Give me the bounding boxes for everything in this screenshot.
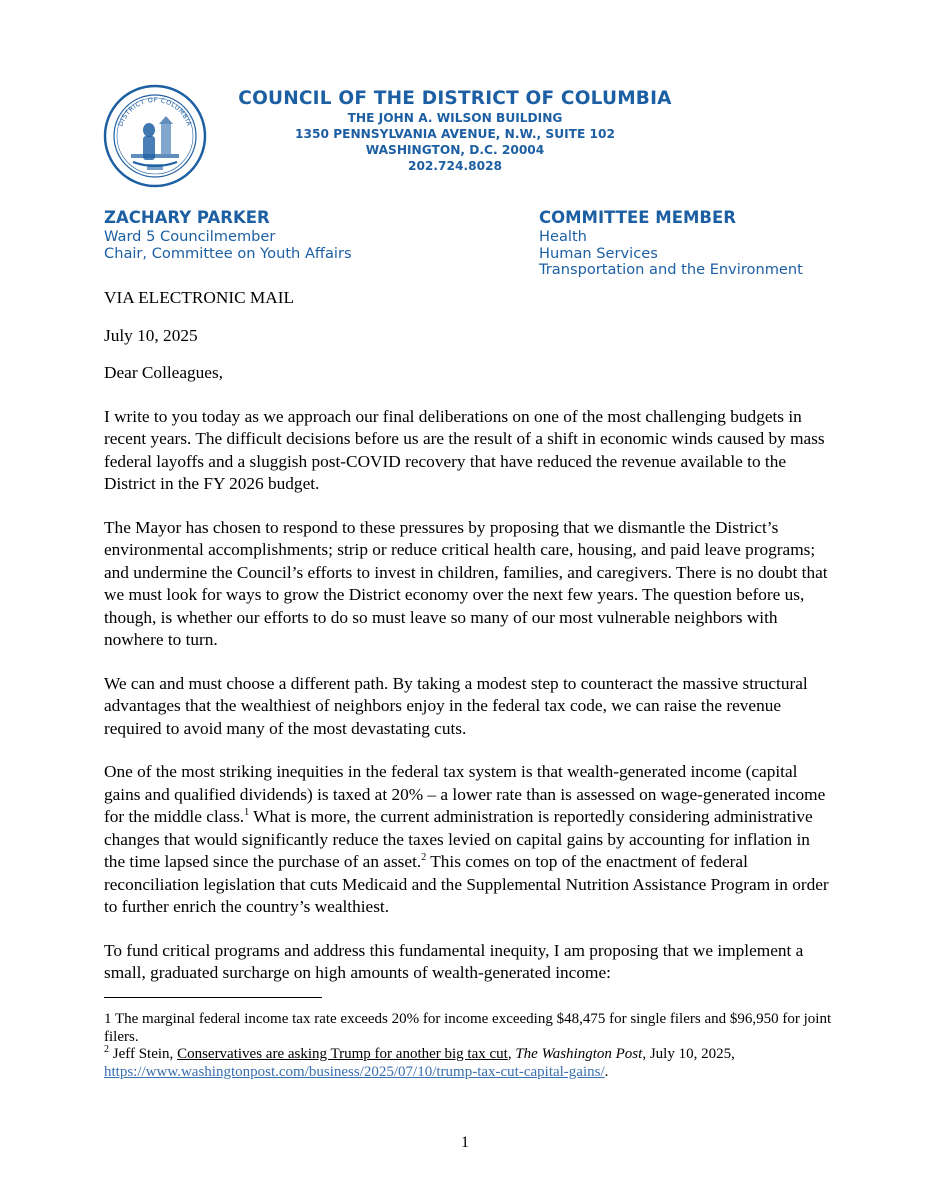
paragraph-1: I write to you today as we approach our final deliberations on one of the most challenging budgets in recent years. The difficult decisions before us are the result of a shift in economic winds caused by mass federal layoffs and a sluggish post-COVID recovery that have reduced the revenue available to the District in the FY 2026 budget. — [104, 406, 825, 493]
paragraph-2: The Mayor has chosen to respond to these pressures by proposing that we dismantle the District’s environmental accomplishments; strip or reduce critical health care, housing, and paid leave programs; and undermine the Council’s efforts to invest in children, families, and caregivers. There is no doubt that we must look for ways to grow the District economy over the next few years. The question before us, though, is whether our efforts to do so must leave so many of our most vulnerable neighbors with nowhere to turn. — [104, 517, 828, 649]
footnote-2-separator: , — [507, 1046, 516, 1062]
committee-block — [539, 207, 803, 279]
footnote-2-publication: The Washington Post — [515, 1046, 643, 1062]
paragraph-4-part-a: One of the most striking inequities in the federal tax system is that wealth-generated income (capital gains and qualified dividends) is taxed at 20% – a lower rate than is assessed on wage-generated income for the middle class. — [104, 762, 826, 826]
footnotes — [104, 1011, 834, 1081]
paragraph-3: We can and must choose a different path. By taking a modest step to counteract the massive structural advantages that the wealthiest of neighbors enjoy in the federal tax code, we can raise the revenue required to avoid many of the most devastating cuts. — [104, 673, 808, 738]
paragraph-4 — [104, 761, 834, 919]
sender-chair-title: Chair, Committee on Youth Affairs — [104, 244, 352, 262]
committee-item: Human Services — [539, 244, 658, 262]
delivery-method: VIA ELECTRONIC MAIL — [104, 288, 295, 307]
footnote-2-end: . — [604, 1063, 609, 1080]
footnote-ref-2[interactable]: 2 — [421, 852, 427, 864]
footnote-2-number: 2 — [104, 1044, 109, 1055]
letter-body — [104, 287, 834, 985]
sender-title: Ward 5 Councilmember — [104, 228, 276, 245]
council-name: COUNCIL OF THE DISTRICT OF COLUMBIA — [238, 88, 672, 109]
paragraph-4-part-b: What is more, the current administration is reportedly considering administrative changes that would significantly reduce the taxes levied on capital gains by accounting for inflation in the time lapsed since the purchase of an asset. — [104, 807, 813, 871]
letter-date: July 10, 2025 — [104, 325, 198, 345]
building-name: THE JOHN A. WILSON BUILDING — [347, 111, 563, 125]
footnote-1 — [104, 1011, 834, 1046]
salutation: Dear Colleagues, — [104, 363, 224, 382]
footnote-ref-1[interactable]: 1 — [244, 807, 250, 819]
page-number: 1 — [461, 1134, 469, 1151]
footnote-1-number: 1 — [104, 1011, 112, 1027]
street-address: 1350 PENNSYLVANIA AVENUE, N.W., SUITE 102 — [295, 127, 615, 141]
district-seal — [103, 84, 207, 188]
footnote-2-date: , July 10, 2025, — [642, 1046, 735, 1062]
sender-name: ZACHARY PARKER — [104, 208, 270, 227]
phone-number: 202.724.8028 — [407, 159, 503, 173]
footnote-2-article-title: Conservatives are asking Trump for another big tax cut — [177, 1046, 508, 1062]
seal-text: DISTRICT OF COLUMBIA — [116, 95, 194, 128]
paragraph-4-part-c: This comes on top of the enactment of federal reconciliation legislation that cuts Medicaid and the Supplemental Nutrition Assistance Program in order to further enrich the country’s wealthiest. — [104, 852, 829, 916]
committee-heading: COMMITTEE MEMBER — [539, 208, 736, 227]
footnote-2-author: Jeff Stein, — [109, 1046, 178, 1062]
letterhead-organization — [215, 88, 695, 174]
footnote-1-text: The marginal federal income tax rate exceeds 20% for income exceeding $48,475 for single filers and $96,950 for joint filers. — [104, 1011, 832, 1045]
committee-item: Health — [539, 228, 587, 245]
city-address: WASHINGTON, D.C. 20004 — [365, 143, 545, 157]
footnote-2 — [104, 1046, 834, 1081]
committee-item: Transportation and the Environment — [539, 261, 803, 278]
sender-block — [104, 207, 352, 262]
footnote-divider — [104, 997, 322, 998]
paragraph-5: To fund critical programs and address this fundamental inequity, I am proposing that we implement a small, graduated surcharge on high amounts of wealth-generated income: — [104, 940, 804, 982]
footnote-2-link[interactable]: https://www.washingtonpost.com/business/2025/07/10/trump-tax-cut-capital-gains/ — [104, 1063, 605, 1080]
